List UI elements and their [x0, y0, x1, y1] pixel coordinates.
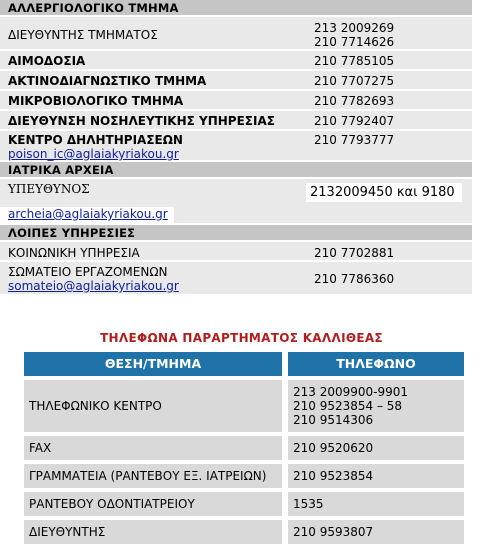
dept-label: ΔΙΕΥΘΥΝΣΗ ΝΟΣΗΛΕΥΤΙΚΗΣ ΥΠΗΡΕΣΙΑΣ: [8, 114, 275, 128]
dept-phone: 210 7707275: [314, 74, 395, 88]
row-label: ΤΗΛΕΦΩΝΙΚΟ ΚΕΝΤΡΟ: [24, 380, 282, 432]
section-title: ΑΛΛΕΡΓΙΟΛΟΓΙΚΟ ΤΜΗΜΑ: [8, 0, 179, 15]
phone: 210 9523854 – 58: [293, 399, 403, 413]
dept-phone: 210 7782693: [314, 94, 395, 108]
union-cell: [0, 265, 306, 293]
union-email-link[interactable]: somateio@aglaiakyriakou.gr: [8, 279, 179, 293]
phone: 210 9514306: [293, 413, 374, 427]
dept-label: ΚΕΝΤΡΟ ΔΗΛΗΤΗΡΙΑΣΕΩΝ: [8, 133, 183, 147]
phone: 1535: [288, 492, 464, 516]
phone: 210 9520620: [288, 436, 464, 460]
phone: 213 2009900-9901: [293, 385, 409, 399]
social-phone: 210 7702881: [314, 246, 395, 260]
union-phone: 210 7786360: [314, 272, 395, 286]
poison-cell: [0, 133, 306, 161]
row-records: [0, 179, 472, 225]
row-nursing: [0, 111, 472, 131]
records-phone: 2132009450 και 9180: [306, 183, 462, 202]
table-row: [24, 380, 464, 432]
phone: 210 9523854: [288, 464, 464, 488]
table-row: [24, 520, 464, 544]
header-phone: ΤΗΛΕΦΩΝΟ: [288, 352, 464, 376]
row-allergy-director: [0, 17, 472, 51]
records-phone-cell: [306, 182, 472, 202]
records-cell: [0, 182, 306, 223]
table-row: [24, 464, 464, 488]
row-label: ΡΑΝΤΕΒΟΥ ΟΔΟΝΤΙΑΤΡΕΙΟΥ: [24, 492, 282, 516]
records-label: ΥΠΕΥΘΥΝΟΣ: [8, 182, 90, 196]
director-label: ΔΙΕΥΘΥΝΤΗΣ ΤΜΗΜΑΤΟΣ: [8, 28, 158, 42]
records-email-link[interactable]: archeia@aglaiakyriakou.gr: [8, 207, 168, 221]
row-label: FAX: [24, 436, 282, 460]
section-title: ΛΟΙΠΕΣ ΥΠΗΡΕΣΙΕΣ: [8, 225, 136, 240]
row-social: [0, 242, 472, 262]
dept-phone: 210 7792407: [314, 114, 395, 128]
director-phone-1: 213 2009269: [314, 21, 395, 35]
dept-label: ΑΚΤΙΝΟΔΙΑΓΝΩΣΤΙΚΟ ΤΜΗΜΑ: [8, 74, 207, 88]
section-title: ΙΑΤΡΙΚΑ ΑΡΧΕΙΑ: [8, 162, 114, 177]
social-label: ΚΟΙΝΩΝΙΚΗ ΥΠΗΡΕΣΙΑ: [8, 246, 140, 260]
row-phones: [288, 380, 464, 432]
header-position: ΘΕΣΗ/ΤΜΗΜΑ: [24, 352, 282, 376]
records-email-box: [0, 207, 174, 223]
kallithea-title: ΤΗΛΕΦΩΝΑ ΠΑΡΑΡΤΗΜΑΤΟΣ ΚΑΛΛΙΘΕΑΣ: [100, 331, 383, 345]
table-row: [24, 436, 464, 460]
union-label: ΣΩΜΑΤΕΙΟ ΕΡΓΑΖΟΜΕΝΩΝ: [8, 265, 168, 279]
dept-phone: 210 7785105: [314, 54, 395, 68]
section-header-allergy: [0, 0, 472, 17]
row-label: ΓΡΑΜΜΑΤΕΙΑ (ΡΑΝΤΕΒΟΥ ΕΞ. ΙΑΤΡΕΙΩΝ): [24, 464, 282, 488]
row-microbiology: [0, 91, 472, 111]
section-header-other: [0, 225, 472, 242]
row-label: ΔΙΕΥΘΥΝΤΗΣ: [24, 520, 282, 544]
table-row: [24, 492, 464, 516]
dept-phone: 210 7793777: [314, 133, 395, 147]
row-radiology: [0, 71, 472, 91]
director-phone-2: 210 7714626: [314, 35, 395, 49]
row-union: [0, 262, 472, 296]
phone: 210 9593807: [288, 520, 464, 544]
section-header-records: [0, 162, 472, 179]
poison-email-link[interactable]: poison_ic@aglaiakyriakou.gr: [8, 147, 179, 161]
dept-label: ΑΙΜΟΔΟΣΙΑ: [8, 54, 86, 68]
row-blood-bank: [0, 51, 472, 71]
dept-label: ΜΙΚΡΟΒΙΟΛΟΓΙΚΟ ΤΜΗΜΑ: [8, 94, 184, 108]
row-poison-center: [0, 131, 472, 162]
kallithea-table: [24, 352, 464, 548]
table-header-row: [24, 352, 464, 376]
director-phones: [306, 21, 472, 49]
